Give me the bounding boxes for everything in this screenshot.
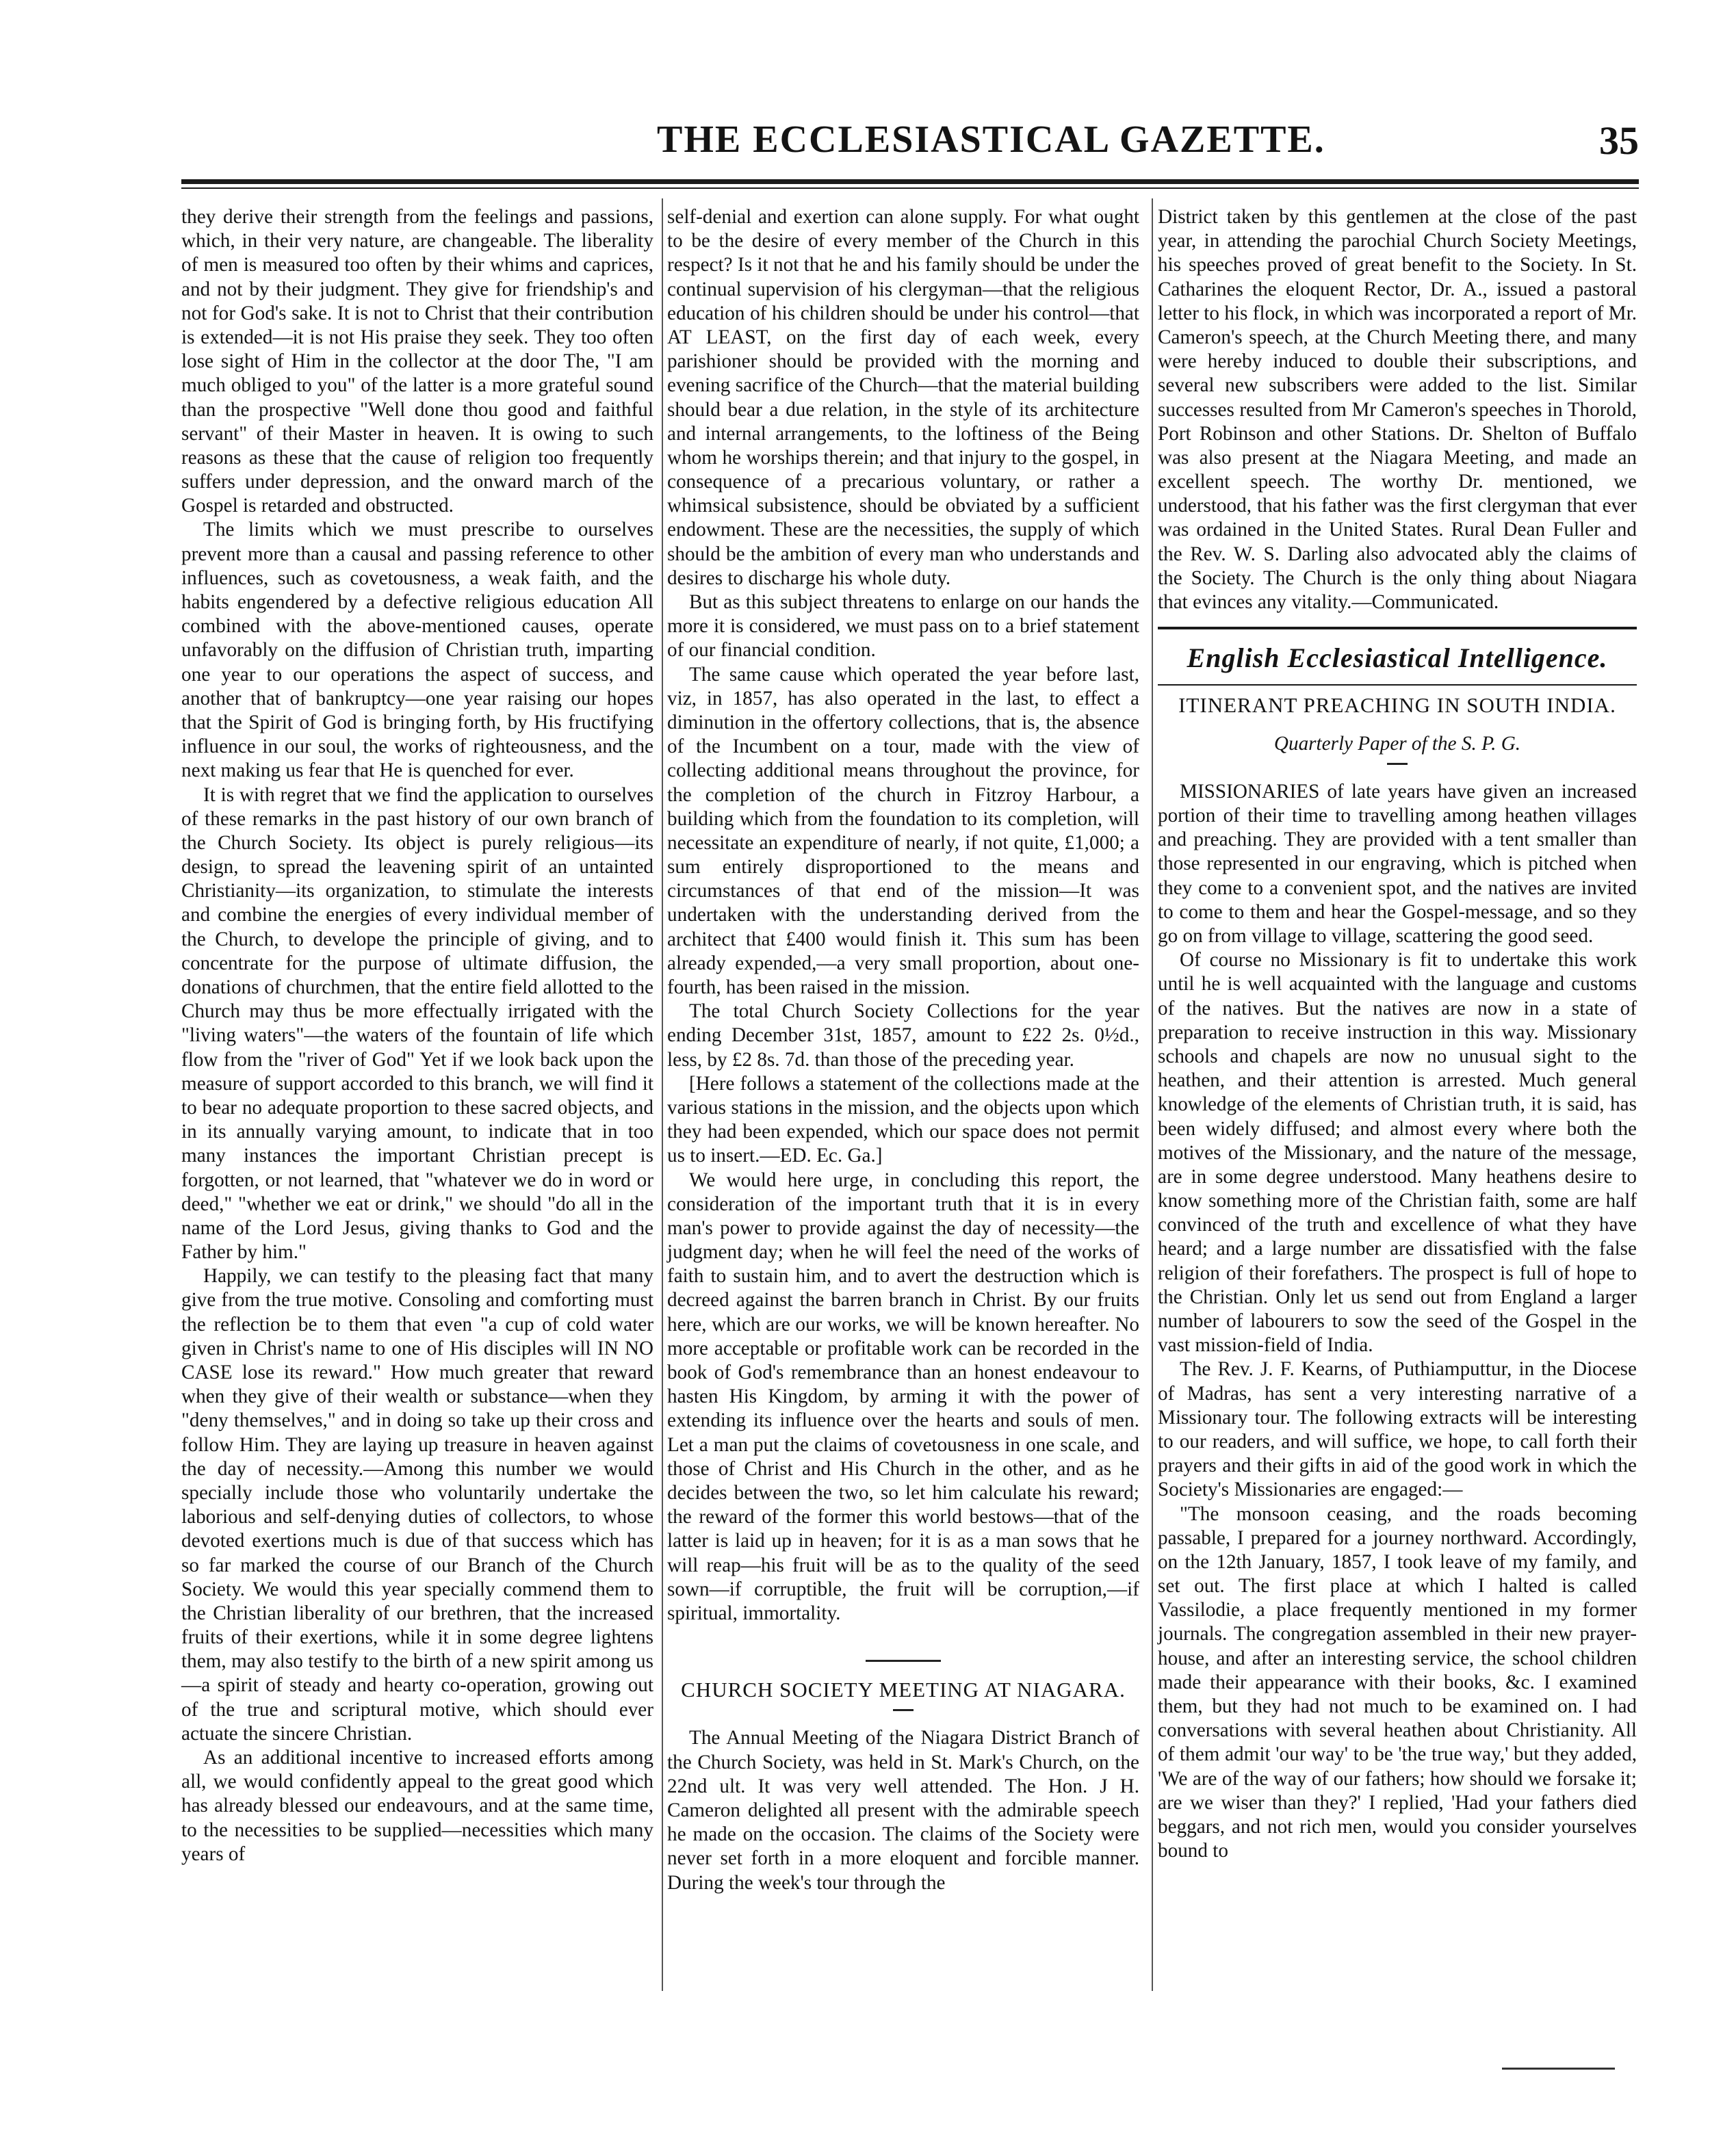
col1-paragraph-3: It is with regret that we find the application to ourselves of these remarks in the past history of our own branch of the Church Society. Its object is purely religious—its design, to spread the leavening spirit of an untainted Christianity—its organization, to stimulate the interests and combine the energies of every individual member of the Church, to develope the principle of giving, and to concentrate for the purpose of ultimate diffusion, the donations of churchmen, that the entire field allotted to the Church may thus be more effectually irrigated with the "living waters"—the waters of the fountain of life which flow from the "river of God" Yet if we look back upon the measure of support accorded to this branch, we will find it to bear no adequate proportion to these sacred objects, and in its annually varying amount, to indicate that in too many instances the important Christian precept is forgotten, or not learned, that "whatever we do in word or deed," "whether we eat or drink," we should "do all in the name of the Lord Jesus, giving thanks to God and the Father by him." — [181, 783, 653, 1264]
english-intelligence-banner: English Ecclesiastical Intelligence. — [1158, 627, 1637, 686]
col1-paragraph-4: Happily, we can testify to the pleasing fact that many give from the true motive. Consoling and comforting must the reflection be to them that even "a cup of cold water given in Christ's name to one of His disciples will IN NO CASE lose its reward." How much greater that reward when they give of their wealth or substance—when they "deny themselves," and in doing so take up their cross and follow Him. They are laying up treasure in heaven against the day of necessity.—Among this number we would specially include those who voluntarily undertake the laborious and self-denying duties of collectors, to whose devoted exertions much is due of that success which has so far marked the course of our Branch of the Church Society. We would this year specially commend them to the Christian liberality of our brethren, that the increased fruits of their exertions, while it in some degree lightens them, may also testify to the birth of a new spirit among us—a spirit of steady and hearty co-operation, growing out of the true and scriptural motive, which should ever actuate the sincere Christian. — [181, 1265, 653, 1745]
col1-paragraph-5: As an additional incentive to increased efforts among all, we would confidently appeal to the great good which has already blessed our endeavours, and at the same time, to the necessities to be supplied—necessities which many years of — [181, 1747, 653, 1865]
col3-paragraph-3: Of course no Missionary is fit to undertake this work until he is well acquainted with the language and customs of the natives. But the natives are now in a state of preparation to receive instruction in this way. Missionary schools and chapels are now no unusual sight to the heathen, and their attention is arrested. Much general knowledge of the elements of Christian truth, it is said, has been widely diffused; and almost every where both the motives of the Missionary, and the nature of the message, are in some degree understood. Many heathens desire to know something more of the Christian faith, some are half convinced of the truth and excellence of what they have heard; and a large number are dissatisfied with the false religion of their forefathers. The prospect is full of hope to the Christian. Only let us send out from England a larger number of labourers to sow the seed of the Gospel in the vast mission-field of India. — [1158, 949, 1637, 1357]
column-separator-2 — [1152, 198, 1153, 1991]
page-header — [181, 118, 1639, 172]
col2-paragraph-6: We would here urge, in concluding this report, the consideration of the important truth that it is in every man's power to provide against the day of necessity—the judgment day; when he will feel the need of the works of faith to sustain him, and to avert the destruction which is decreed against the barren branch in Christ. By our fruits here, which are our works, we will be known hereafter. No more acceptable or profitable work can be recorded in the book of God's remembrance than an honest endeavour to hasten His Kingdom, by arming it with the power of extending its influence over the hearts and souls of men. Let a man put the claims of covetousness in one scale, and those of Christ and His Church in the other, and as he decides between the two, so let him calculate his reward; the reward of the former this world bestows—that of the latter is laid up in heaven; for it is as a man sows that he will reap—his fruit will be as to the quality of the seed sown—if corruptible, the fruit will be corruption,—if spiritual, immortality. — [667, 1169, 1139, 1624]
page-title: THE ECCLESIASTICAL GAZETTE. — [657, 118, 1325, 161]
itinerant-preaching-heading: ITINERANT PREACHING IN SOUTH INDIA. — [1178, 693, 1616, 718]
heading-dash — [893, 1709, 914, 1711]
col3-paragraph-2: MISSIONARIES of late years have given an increased portion of their time to travelling among heathen villages and preaching. They are provided with a tent smaller than those represented in our engraving, which is pitched when they come to a convenient spot, and the natives are invited to come to them and hear the Gospel-message, and so they go on from village to village, scattering the good seed. — [1158, 780, 1637, 948]
column-2 — [667, 205, 1139, 1895]
header-rule-thick — [181, 179, 1639, 184]
col3-paragraph-4: The Rev. J. F. Kearns, of Puthiamputtur, in the Diocese of Madras, has sent a very interesting narrative of a Missionary tour. The following extracts will be interesting to our readers, and will suffice, we hope, to call forth their prayers and their gifts in aid of the good work in which the Society's Missionaries are engaged:— — [1158, 1358, 1637, 1501]
subtitle-dash — [1387, 763, 1408, 765]
col2-paragraph-2: But as this subject threatens to enlarge on our hands the more it is considered, we must pass on to a brief statement of our financial condition. — [667, 591, 1139, 662]
col2-paragraph-1: self-denial and exertion can alone supply. For what ought to be the desire of every member of the Church in this respect? Is it not that he and his family should be under the continual supervision of his clergyman—that the religious education of his children should be under his control—that AT LEAST, on the first day of each week, every parishioner should be provided with the morning and evening sacrifice of the Church—that the material building should bear a due relation, in the style of its architecture and internal arrangements, to the loftiness of the Being whom he worships therein; and that injury to the gospel, in consequence of a precarious voluntary, or rather a whimsical subsistence, should be obviated by a sufficient endowment. These are the necessities, the supply of which should be the ambition of every man who understands and desires to discharge his whole duty. — [667, 206, 1139, 589]
col2-paragraph-7: The Annual Meeting of the Niagara District Branch of the Church Society, was held in St. Mark's Church, on the 22nd ult. It was very well attended. The Hon. J H. Cameron delighted all present with the admirable speech he made on the occasion. The claims of the Society were never set forth in a more eloquent and forcible manner. During the week's tour through the — [667, 1727, 1139, 1894]
col2-paragraph-4: The total Church Society Collections for the year ending December 31st, 1857, amount to £22 2s. 0½d., less, by £2 8s. 7d. than those of the preceding year. — [667, 1000, 1139, 1071]
quarterly-paper-subtitle: Quarterly Paper of the S. P. G. — [1273, 732, 1521, 755]
section-divider — [866, 1660, 941, 1662]
col1-paragraph-2: The limits which we must prescribe to ourselves prevent more than a causal and passing reference to other influences, such as covetousness, a weak faith, and the habits engendered by a defective religious education All combined with the above-mentioned causes, operate unfavorably on the diffusion of Christian truth, imparting one year to our operations the aspect of success, and another that of bankruptcy—one year raising our hopes that the Spirit of God is bringing forth, by His fructifying influence in our soul, the works of righteousness, and the next making us fear that He is quenched for ever. — [181, 519, 653, 782]
column-1 — [181, 205, 653, 1866]
col2-paragraph-3: The same cause which operated the year before last, viz, in 1857, has also operated in the last, to effect a diminution in the offertory collections, that is, the absence of the Incumbent on a tour, made with the view of collecting additional means throughout the province, for the completion of the church in Fitzroy Harbour, a building which from the foundation to its completion, will necessitate an expenditure of nearly, if not quite, £1,000; a sum entirely disproportioned to the means and circumstances of that end of the mission—It was undertaken with the understanding derived from the architect that £400 would finish it. This sum has been already expended,—a very small proportion, about one-fourth, has been raised in the mission. — [667, 663, 1139, 998]
column-separator-1 — [662, 198, 663, 1991]
header-rule-thin — [181, 187, 1639, 189]
column-3 — [1158, 205, 1637, 1863]
col1-paragraph-1: they derive their strength from the feelings and passions, which, in their very nature, are changeable. The liberality of men is measured too often by their whims and caprices, and not by their judgment. They give for friendship's and not for God's sake. It is not to Christ that their contribution is extended—it is not His praise they seek. They too often lose sight of Him in the collector at the door The, "I am much obliged to you" of the latter is a more grateful sound than the prospective "Well done thou good and faithful servant" of their Master in heaven. It is owing to such reasons as these that the cause of religion too frequently suffers under depression, and the onward march of the Gospel is retarded and obstructed. — [181, 206, 653, 517]
bottom-margin-mark — [1502, 2068, 1615, 2070]
col3-paragraph-5: "The monsoon ceasing, and the roads becoming passable, I prepared for a journey northward. Accordingly, on the 12th January, 1857, I took leave of my family, and set out. The first place at which I halted is called Vassilodie, a place frequently mentioned in my former journals. The congregation assembled in their new prayer-house, and after an interesting service, the school children made their appearance with their books, &c. I examined them, but they had not much to be examined on. I had conversations with several heathen about Christianity. All of them admit 'our way' to be 'the true way,' but they added, 'We are of the way of our fathers; how should we forsake it; are we wiser than they?' I replied, 'Had your fathers died beggars, and not rich men, would you consider yourselves bound to — [1158, 1502, 1637, 1862]
church-society-heading: CHURCH SOCIETY MEETING AT NIAGARA. — [681, 1678, 1126, 1702]
col2-paragraph-5: [Here follows a statement of the collections made at the various stations in the mission, and the objects upon which they had been expended, which our space does not permit us to insert.—ED. Ec. Ga.] — [667, 1072, 1139, 1167]
page-number: 35 — [1599, 118, 1639, 163]
col3-paragraph-1: District taken by this gentlemen at the close of the past year, in attending the parochial Church Society Meetings, his speeches proved of great benefit to the Society. In St. Catharines the eloquent Rector, Dr. A., issued a pastoral letter to his flock, in which was incorporated a report of Mr. Cameron's speech, at the Church Meeting there, and many were hereby induced to double their subscriptions, and several new subscribers were added to the list. Similar successes resulted from Mr Cameron's speeches in Thorold, Port Robinson and other Stations. Dr. Shelton of Buffalo was also present at the Niagara Meeting, and made an excellent speech. The worthy Dr. mentioned, we understood, that his father was the first clergyman that ever was ordained in the United States. Rural Dean Fuller and the Rev. W. S. Darling also advocated ably the claims of the Society. The Church is the only thing about Niagara that evinces any vitality.—Communicated. — [1158, 206, 1637, 613]
